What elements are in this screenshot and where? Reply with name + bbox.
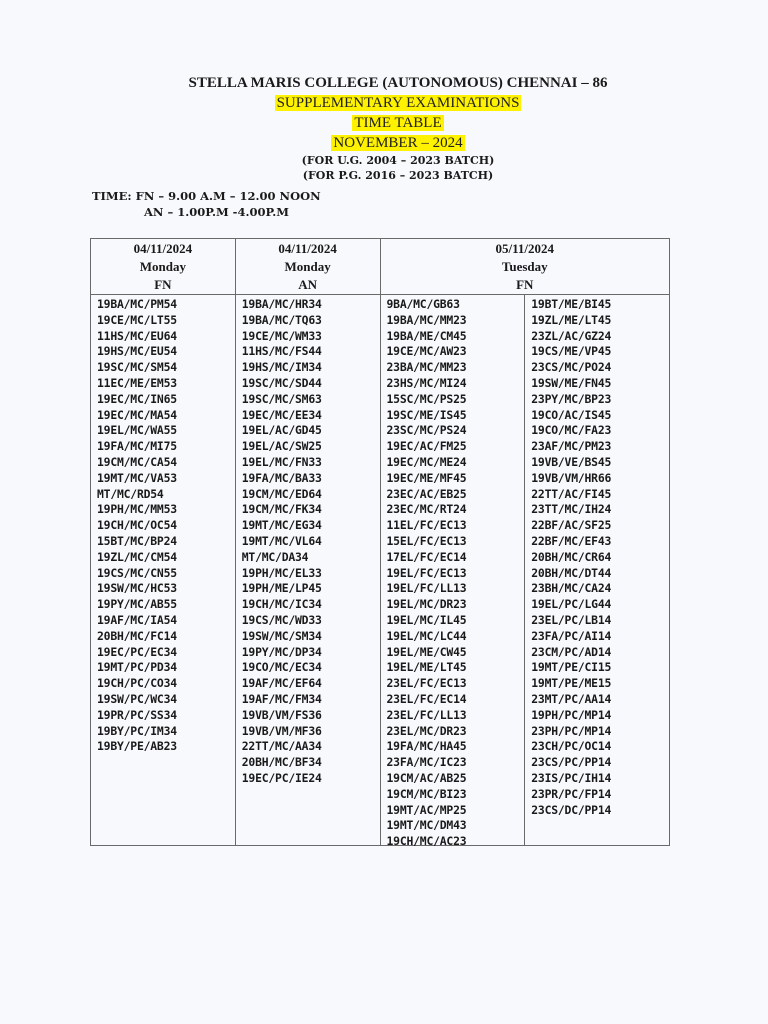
course-code: 19EL/AC/GD45 [241, 423, 322, 438]
course-code: 19AF/MC/IA54 [97, 612, 177, 627]
document-header [0, 74, 768, 183]
code-list-monday-an [235, 295, 380, 846]
course-code: 19BY/PC/IM34 [97, 723, 177, 738]
course-code: 15BT/MC/BP24 [97, 533, 177, 548]
course-code: 23FA/MC/IC23 [386, 755, 467, 770]
course-code: 19MT/MC/DM43 [386, 818, 467, 833]
course-code: 19SC/MC/SD44 [241, 375, 322, 390]
course-code: 19PY/MC/AB55 [97, 597, 177, 612]
column-day: Monday [139, 259, 186, 274]
course-code: 20BH/MC/DT44 [531, 565, 612, 580]
course-code: 19SC/MC/SM54 [97, 360, 177, 375]
course-code: 23EL/MC/DR23 [386, 723, 467, 738]
course-code: 23CS/DC/PP14 [531, 802, 612, 817]
course-code: 19BA/MC/TQ63 [241, 312, 322, 327]
course-code: 23ZL/AC/GZ24 [531, 328, 612, 343]
column-day: Tuesday [501, 259, 548, 274]
course-code: 11EC/ME/EM53 [97, 375, 177, 390]
course-code: MT/MC/DA34 [241, 549, 309, 564]
code-list-tuesday-fn-a [380, 295, 525, 849]
column-header-tuesday-fn [380, 239, 670, 295]
exam-title: SUPPLEMENTARY EXAMINATIONS [276, 95, 520, 111]
course-code: 19BA/MC/HR34 [241, 297, 322, 311]
course-code: 20BH/MC/CR64 [531, 549, 612, 564]
course-code: 19SC/ME/IS45 [386, 407, 467, 422]
course-code: 19CH/PC/CO34 [97, 676, 177, 691]
course-code: 19VB/VE/BS45 [531, 454, 612, 469]
course-code: 19EL/MC/WA55 [97, 423, 177, 438]
code-list-tuesday-fn-b [525, 295, 670, 846]
course-code: 23BH/MC/CA24 [531, 581, 612, 596]
course-code: 22BF/AC/SF25 [531, 518, 612, 533]
course-code: 23EL/FC/EC14 [386, 691, 467, 706]
course-code: 19ZL/MC/CM54 [97, 549, 177, 564]
course-code: 23SC/MC/PS24 [386, 423, 467, 438]
course-code: 19BY/PE/AB23 [97, 739, 177, 754]
timing-fn: TIME: FN – 9.00 A.M – 12.00 NOON [92, 189, 321, 203]
college-name: STELLA MARIS COLLEGE (AUTONOMOUS) CHENNAI – 86 [188, 75, 608, 91]
column-date: 04/11/2024 [278, 241, 337, 256]
course-code: 23CH/PC/OC14 [531, 739, 612, 754]
course-code: 19EC/MC/IN65 [97, 391, 177, 406]
course-code: 19VB/VM/HR66 [531, 470, 612, 485]
course-code: 19CM/AC/AB25 [386, 770, 467, 785]
column-session: FN [154, 277, 172, 292]
pg-batch: (FOR P.G. 2016 – 2023 BATCH) [302, 169, 494, 182]
course-code: 23CM/PC/AD14 [531, 644, 612, 659]
course-code: 19EL/PC/LG44 [531, 597, 612, 612]
ug-batch: (FOR U.G. 2004 – 2023 BATCH) [301, 154, 495, 167]
course-code: 19CM/MC/FK34 [241, 502, 322, 517]
course-code: 19CM/MC/ED64 [241, 486, 322, 501]
exam-timing [92, 188, 321, 220]
timetable-header-row [91, 239, 670, 295]
course-code: 19CH/MC/OC54 [97, 518, 177, 533]
timetable-body-row [91, 295, 670, 846]
course-code: 19AF/MC/EF64 [241, 676, 322, 691]
course-code: 23CS/PC/PP14 [531, 755, 612, 770]
doc-title: TIME TABLE [354, 115, 442, 131]
course-code: 19FA/MC/BA33 [241, 470, 322, 485]
course-code: 19CH/MC/IC34 [241, 597, 322, 612]
course-code: 22TT/MC/AA34 [241, 739, 322, 754]
course-code: 19CH/MC/AC23 [386, 834, 467, 849]
course-code: 23FA/PC/AI14 [531, 628, 612, 643]
column-session: FN [516, 277, 534, 292]
course-code: 19EL/AC/SW25 [241, 439, 322, 454]
course-code: 19EL/MC/DR23 [386, 597, 467, 612]
course-code: 19VB/VM/MF36 [241, 723, 322, 738]
course-code: 23CS/MC/PO24 [531, 360, 612, 375]
column-header-monday-fn [91, 239, 236, 295]
course-code: 19EC/ME/MF45 [386, 470, 467, 485]
course-code: 23EC/AC/EB25 [386, 486, 467, 501]
course-code: 19EC/PC/EC34 [97, 644, 177, 659]
course-code: 20BH/MC/BF34 [241, 755, 322, 770]
course-code: 19PR/PC/SS34 [97, 707, 177, 722]
course-code: 11EL/FC/EC13 [386, 518, 467, 533]
course-code: 23BA/MC/MM23 [386, 360, 467, 375]
course-code: 19FA/MC/HA45 [386, 739, 467, 754]
course-code: 23PR/PC/FP14 [531, 786, 612, 801]
course-code: 19EL/ME/LT45 [386, 660, 467, 675]
course-code: 19SW/MC/HC53 [97, 581, 177, 596]
column-header-monday-an [235, 239, 380, 295]
course-code: 19BT/ME/BI45 [531, 297, 612, 311]
course-code: 19EL/MC/FN33 [241, 454, 322, 469]
course-code: 23IS/PC/IH14 [531, 770, 612, 785]
course-code: 17EL/FC/EC14 [386, 549, 467, 564]
column-day: Monday [284, 259, 331, 274]
course-code: 19CS/MC/CN55 [97, 565, 177, 580]
column-session: AN [298, 277, 318, 292]
course-code: 19HS/MC/EU54 [97, 344, 177, 359]
course-code: 19EL/MC/LC44 [386, 628, 467, 643]
course-code: 19AF/MC/FM34 [241, 691, 322, 706]
course-code: 15EL/FC/EC13 [386, 533, 467, 548]
course-code: 23PY/MC/BP23 [531, 391, 612, 406]
course-code: 19MT/MC/VL64 [241, 533, 322, 548]
course-code: 19MT/AC/MP25 [386, 802, 467, 817]
course-code: 22BF/MC/EF43 [531, 533, 612, 548]
course-code: 19EC/MC/EE34 [241, 407, 322, 422]
course-code: 19CO/AC/IS45 [531, 407, 612, 422]
course-code: 19CE/MC/WM33 [241, 328, 322, 343]
course-code: 19FA/MC/MI75 [97, 439, 177, 454]
course-code: 19MT/PE/CI15 [531, 660, 612, 675]
course-code: 23MT/PC/AA14 [531, 691, 612, 706]
course-code: 23EC/MC/RT24 [386, 502, 467, 517]
course-code: 19SC/MC/SM63 [241, 391, 322, 406]
course-code: 19BA/MC/MM23 [386, 312, 467, 327]
course-code: 19EC/PC/IE24 [241, 770, 322, 785]
course-code: 23HS/MC/MI24 [386, 375, 467, 390]
course-code: 20BH/MC/FC14 [97, 628, 177, 643]
course-code: 19EL/ME/CW45 [386, 644, 467, 659]
course-code: 19VB/VM/FS36 [241, 707, 322, 722]
course-code: 19EC/MC/MA54 [97, 407, 177, 422]
course-code: 11HS/MC/EU64 [97, 328, 177, 343]
course-code: 19EC/MC/ME24 [386, 454, 467, 469]
course-code: 23PH/PC/MP14 [531, 723, 612, 738]
course-code: 19PH/MC/EL33 [241, 565, 322, 580]
course-code: 19CM/MC/BI23 [386, 786, 467, 801]
course-code: 23TT/MC/IH24 [531, 502, 612, 517]
course-code: 19PY/MC/DP34 [241, 644, 322, 659]
timing-an: AN – 1.00P.M -4.00P.M [144, 205, 289, 219]
course-code: 19CO/MC/EC34 [241, 660, 322, 675]
course-code: 23EL/PC/LB14 [531, 612, 612, 627]
course-code: 19PH/MC/MM53 [97, 502, 177, 517]
course-code: 19HS/MC/IM34 [241, 360, 322, 375]
course-code: 19PH/PC/MP14 [531, 707, 612, 722]
course-code: 19CE/MC/AW23 [386, 344, 467, 359]
course-code: 23AF/MC/PM23 [531, 439, 612, 454]
course-code: 19EC/AC/FM25 [386, 439, 467, 454]
column-date: 04/11/2024 [133, 241, 193, 256]
course-code: 19SW/ME/FN45 [531, 375, 612, 390]
exam-month: NOVEMBER – 2024 [333, 135, 463, 151]
course-code: 19MT/PE/ME15 [531, 676, 612, 691]
course-code: 19CS/MC/WD33 [241, 612, 322, 627]
course-code: MT/MC/RD54 [97, 486, 164, 501]
course-code: 23EL/FC/LL13 [386, 707, 467, 722]
course-code: 11HS/MC/FS44 [241, 344, 322, 359]
course-code: 19SW/MC/SM34 [241, 628, 322, 643]
course-code: 19CE/MC/LT55 [97, 312, 177, 327]
course-code: 19CM/MC/CA54 [97, 454, 177, 469]
course-code: 19CS/ME/VP45 [531, 344, 612, 359]
timetable [90, 238, 670, 849]
course-code: 19EL/MC/IL45 [386, 612, 467, 627]
course-code: 9BA/MC/GB63 [386, 297, 460, 311]
course-code: 19MT/MC/EG34 [241, 518, 322, 533]
course-code: 19EL/FC/LL13 [386, 581, 467, 596]
course-code: 19ZL/ME/LT45 [531, 312, 612, 327]
course-code: 19CO/MC/FA23 [531, 423, 612, 438]
course-code: 19EL/FC/EC13 [386, 565, 467, 580]
code-list-monday-fn [91, 295, 236, 846]
course-code: 19BA/MC/PM54 [97, 297, 177, 311]
column-date: 05/11/2024 [495, 241, 554, 256]
course-code: 19PH/ME/LP45 [241, 581, 322, 596]
course-code: 19SW/PC/WC34 [97, 691, 177, 706]
course-code: 19MT/MC/VA53 [97, 470, 177, 485]
course-code: 19MT/PC/PD34 [97, 660, 177, 675]
course-code: 19BA/ME/CM45 [386, 328, 467, 343]
course-code: 23EL/FC/EC13 [386, 676, 467, 691]
course-code: 22TT/AC/FI45 [531, 486, 612, 501]
course-code: 15SC/MC/PS25 [386, 391, 467, 406]
